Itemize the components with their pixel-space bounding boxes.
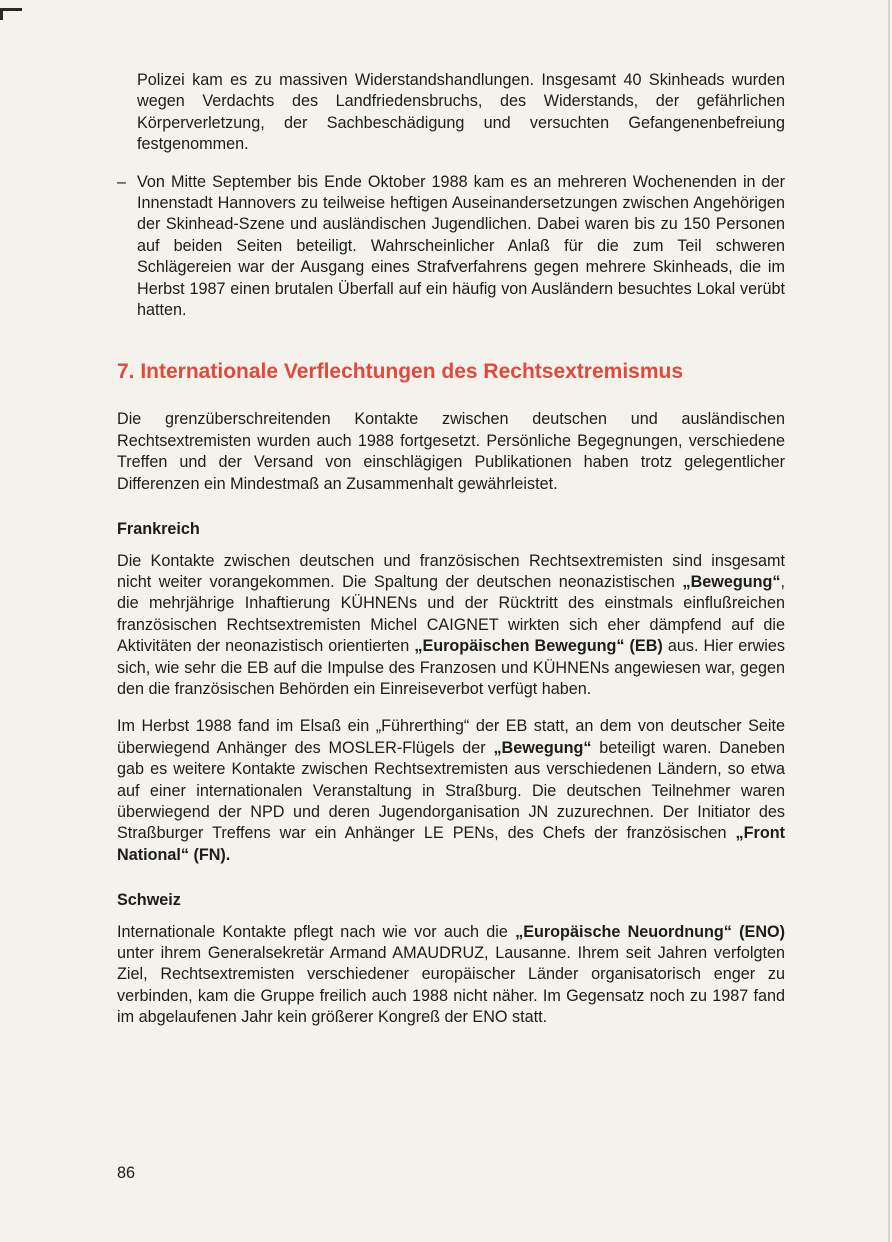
frankreich-paragraph-1 — [117, 551, 785, 701]
page-number: 86 — [117, 1164, 136, 1182]
text-run: , die mehrjährige Inhaftierung KÜHNENs und der Rücktritt des einstmals einflußreichen französischen Rechtsextremisten Michel CAIGNET wirkten sich eher dämpfend auf die Aktivitäten der neonazistisch orientierten — [117, 572, 785, 656]
bold-term: „Europäischen Bewegung“ (EB) — [414, 637, 663, 656]
text-run: aus. Hier erwies sich, wie sehr die EB auf die Impulse des Franzosen und KÜHNENs angewiesen war, gegen den die französischen Behörden ein Einreiseverbot verfügt haben. — [117, 637, 785, 698]
bold-term: „Bewegung“ — [682, 572, 781, 591]
bullet-text: Von Mitte September bis Ende Oktober 1988 kam es an mehreren Wochenenden in der Innenstadt Hannovers zu teilweise heftigen Auseinandersetzungen zwischen Angehörigen der Skinhead-Szene und ausländischen Jugendlichen. Dabei waren bis zu 150 Personen auf beiden Seiten beteiligt. Wahrscheinlicher Anlaß für die zum Teil schweren Schlägereien war der Ausgang eines Strafverfahrens gegen mehrere Skinheads, die im Herbst 1987 einen brutalen Überfall auf ein häufig von Ausländern besuchtes Lokal verübt hatten. — [137, 172, 785, 320]
section-heading: 7. Internationale Verflechtungen des Rechtsextremismus — [117, 360, 684, 384]
continuation-paragraph: Polizei kam es zu massiven Widerstandshandlungen. Insgesamt 40 Skinheads wurden wegen Verdachts des Landfriedensbruchs, des Widerstands, der gefährlichen Körperverletzung, der Sachbeschädigung und versuchten Gefangenenbefreiung festgenommen. — [137, 71, 785, 154]
subheading-schweiz: Schweiz — [117, 891, 181, 910]
text-run: beteiligt waren. Daneben gab es weitere Kontakte zwischen Rechtsextremisten aus verschiedenen Ländern, so etwa auf einer internationalen Veranstaltung in Straßburg. Die deutschen Teilnehmer waren überwiegend der NPD und deren Jugendorganisation JN zuzurechnen. Der Initiator des Straßburger Treffens war ein Anhänger LE PENs, des Chefs der französischen — [117, 738, 785, 843]
bold-term: „Front National“ (FN). — [117, 824, 785, 864]
bold-term: „Europäische Neuordnung“ (ENO) — [515, 922, 785, 941]
bold-term: „Bewegung“ — [493, 738, 592, 757]
text-run: Die Kontakte zwischen deutschen und französischen Rechtsextremisten sind insgesamt nicht weiter vorangekommen. Die Spaltung der deutschen neonazistischen — [117, 551, 785, 591]
bullet-dash: – — [117, 172, 127, 191]
subheading-frankreich: Frankreich — [117, 520, 200, 539]
frankreich-paragraph-2 — [117, 716, 785, 866]
text-run: Im Herbst 1988 fand im Elsaß ein „Führerthing“ der EB statt, an dem von deutscher Seite überwiegend Anhänger des MOSLER-Flügels der — [117, 717, 785, 757]
schweiz-paragraph-1 — [117, 922, 785, 1029]
page-content — [117, 70, 785, 1045]
text-run: unter ihrem Generalsekretär Armand AMAUDRUZ, Lausanne. Ihrem seit Jahren verfolgten Ziel, Rechtsextremisten verschiedener europäischer Länder organisatorisch enger zu verbinden, kam die Gruppe freilich auch 1988 nicht näher. Im Gegensatz noch zu 1987 fand im abgelaufenen Jahr kein größerer Kongreß der ENO statt. — [117, 944, 785, 1027]
crop-mark — [0, 8, 22, 11]
page-edge — [888, 0, 890, 1242]
text-run: Internationale Kontakte pflegt nach wie vor auch die — [117, 922, 516, 941]
crop-mark-vertical — [0, 8, 3, 20]
intro-paragraph: Die grenzüberschreitenden Kontakte zwischen deutschen und ausländischen Rechtsextremisten wurden auch 1988 fortgesetzt. Persönliche Begegnungen, verschiedene Treffen und der Versand von einschlägigen Publikationen haben trotz gelegentlicher Differenzen ein Mindestmaß an Zusammenhalt gewährleistet. — [117, 410, 785, 493]
bullet-item — [117, 172, 785, 322]
